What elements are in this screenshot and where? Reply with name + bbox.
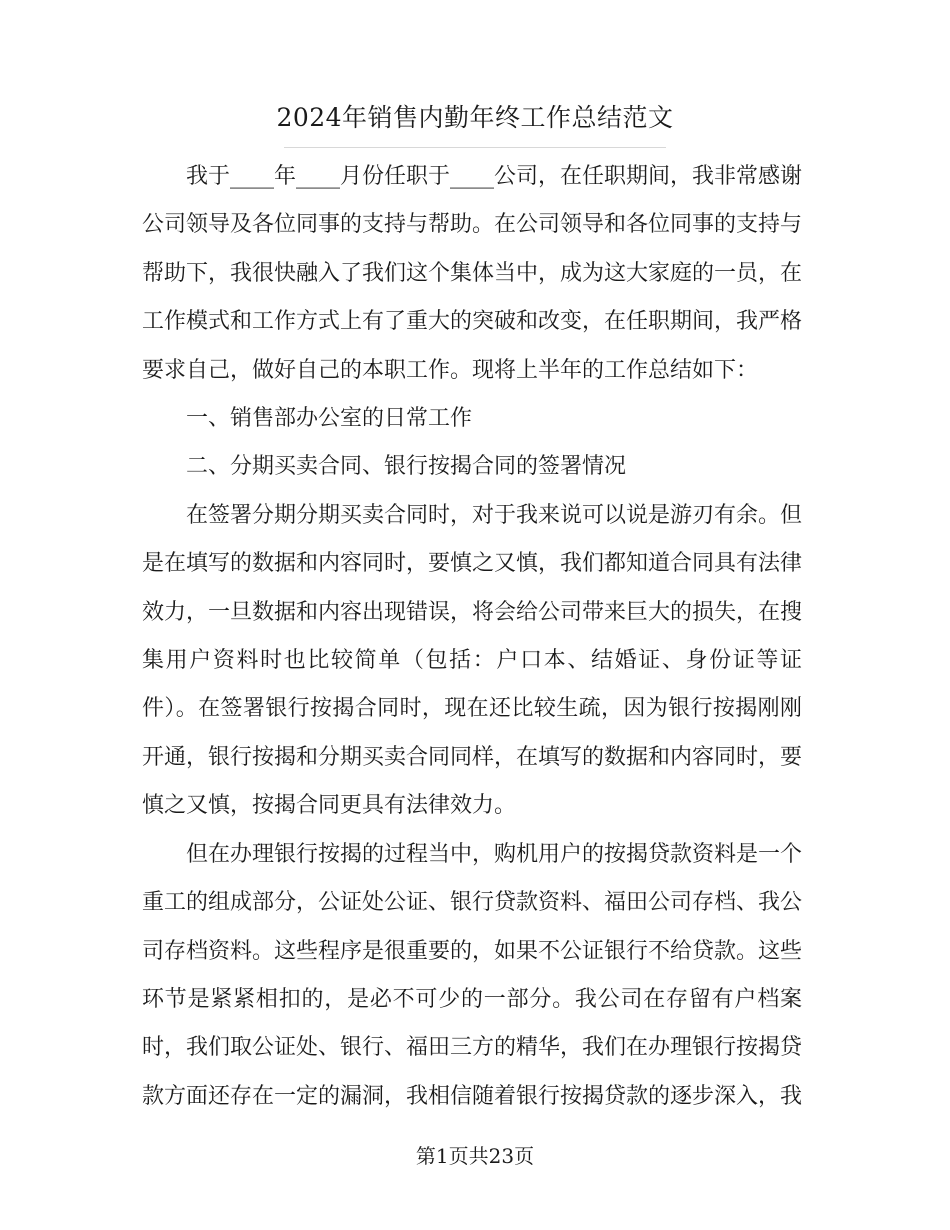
paragraph-heading-1: 一、销售部办公室的日常工作 — [186, 406, 473, 432]
paragraph-heading-2: 二、分期买卖合同、银行按揭合同的签署情况 — [186, 454, 627, 480]
document-body — [142, 153, 802, 1121]
paragraph-intro: 我于____年____月份任职于____公司，在任职期间，我非常感谢公司领导及各位同事的支持与帮助。在公司领导和各位同事的支持与帮助下，我很快融入了我们这个集体当中，成为这大家庭的一员，在工作模式和工作方式上有了重大的突破和改变，在任职期间，我严格要求自己，做好自己的本职工作。现将上半年的工作总结如下： — [142, 164, 803, 383]
paragraph-contracts: 在签署分期分期买卖合同时，对于我来说可以说是游刃有余。但是在填写的数据和内容同时，要慎之又慎，我们都知道合同具有法律效力，一旦数据和内容出现错误，将会给公司带来巨大的损失，在搜集用户资料时也比较简单（包括：户口本、结婚证、身份证等证件）。在签署银行按揭合同时，现在还比较生疏，因为银行按揭刚刚开通，银行按揭和分期买卖合同同样，在填写的数据和内容同时，要慎之又慎，按揭合同更具有法律效力。 — [142, 502, 803, 819]
document-title: 2024年销售内勤年终工作总结范文 — [276, 103, 674, 132]
paragraph-mortgage: 但在办理银行按揭的过程当中，购机用户的按揭贷款资料是一个重工的组成部分，公证处公证、银行贷款资料、福田公司存档、我公司存档资料。这些程序是很重要的，如果不公证银行不给贷款。这些环节是紧紧相扣的，是必不可少的一部分。我公司在存留有户档案时，我们取公证处、银行、福田三方的精华，我们在办理银行按揭贷款方面还存在一定的漏洞，我相信随着银行按揭贷款的逐步深入，我 — [142, 841, 803, 1109]
title-underline — [284, 147, 666, 148]
page-footer: 第1页共23页 — [415, 1144, 535, 1168]
